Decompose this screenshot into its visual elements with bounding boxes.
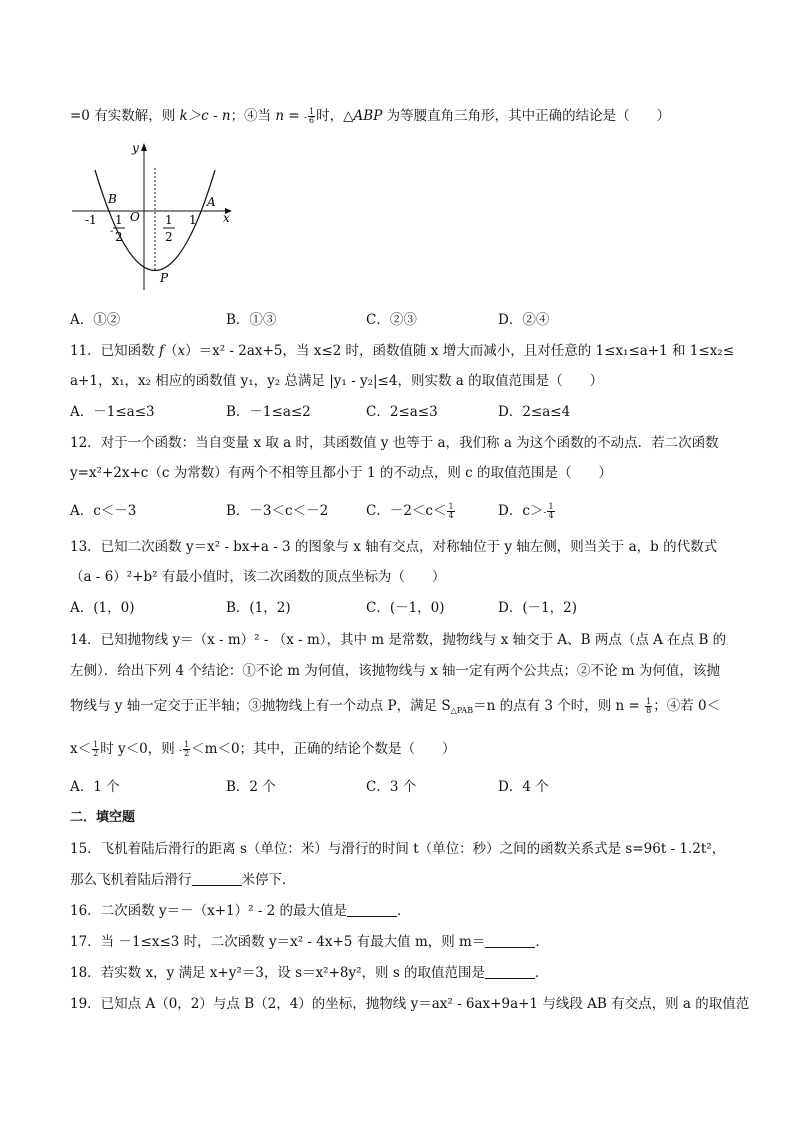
q16-line bbox=[70, 902, 411, 920]
q10-option-a: A．①② bbox=[70, 312, 121, 328]
point-b-label: B bbox=[108, 192, 117, 206]
q10-minus: - bbox=[208, 108, 222, 124]
q10-frac-sign: - bbox=[304, 113, 308, 123]
q12-option-b: B．－3＜c＜－2 bbox=[226, 503, 329, 519]
q11-option-b: B．－1≤a≤2 bbox=[226, 404, 311, 420]
q11-option-d: D．2≤a≤4 bbox=[498, 404, 571, 420]
q15-text-a: 那么飞机着陆后滑行 bbox=[70, 872, 192, 888]
q16-answer-blank bbox=[347, 904, 397, 917]
q11-text-b: （ bbox=[163, 343, 178, 359]
q14-line-4 bbox=[70, 740, 456, 760]
q12-option-c-text: C．－2＜c＜ bbox=[366, 503, 447, 519]
q11-x: x bbox=[177, 343, 186, 359]
q14-line3-a: 物线与 y 轴一定交于正半轴；③抛物线上有一个动点 P，满足 S bbox=[70, 698, 451, 714]
q15-answer-blank bbox=[192, 873, 242, 886]
q14-line4-f2-den: 2 bbox=[184, 749, 190, 758]
q12-option-c bbox=[366, 502, 456, 520]
q14-line4-f2-num: 1 bbox=[184, 740, 190, 749]
point-a-label: A bbox=[207, 195, 216, 209]
q14-line4-f1-den: 2 bbox=[93, 749, 99, 758]
q18-text: 18．若实数 x，y 满足 x+y²＝3，设 s＝x²+8y²，则 s 的取值范围是 bbox=[70, 965, 486, 981]
q10-frac-den: 6 bbox=[309, 116, 315, 125]
section-fill-in-heading: 二．填空题 bbox=[70, 810, 136, 825]
q14-line-3 bbox=[70, 697, 720, 715]
q10-k-gt-c: k＞c bbox=[179, 108, 209, 124]
q12-line-2: y=x²+2x+c（c 为常数）有两个不相等且都小于 1 的不动点，则 c 的取值范围是（ ） bbox=[70, 465, 613, 481]
q17-line bbox=[70, 933, 549, 951]
q12-d-sign: - bbox=[543, 508, 547, 518]
q11-line-2: a+1，x₁，x₂ 相应的函数值 y₁，y₂ 总满足 |y₁ - y₂|≤4，则实数 a 的取值范围是（ ） bbox=[70, 373, 604, 389]
q17-period: ． bbox=[535, 934, 549, 950]
q14-line4-f1-num: 1 bbox=[93, 740, 99, 749]
q19-line-1: 19．已知点 A（0，2）与点 B（2，4）的坐标，抛物线 y＝ax² - 6ax+9a+1 与线段 AB 有交点，则 a 的取值范 bbox=[70, 996, 750, 1012]
q14-option-a: A．1 个 bbox=[70, 779, 120, 795]
q14-line3-frac bbox=[645, 698, 652, 715]
q12-c-frac-den: 4 bbox=[448, 511, 454, 520]
q13-line-2: （a - 6）²+b² 有最小值时，该二次函数的顶点坐标为（ ） bbox=[70, 569, 446, 585]
q10-text-5: 时，△ bbox=[316, 108, 354, 124]
q17-text: 17．当 －1≤x≤3 时，二次函数 y＝x² - 4x+5 有最大值 m，则 m＝ bbox=[70, 934, 486, 950]
q11-text-a: 11．已知函数 bbox=[70, 343, 159, 359]
neg-half-sign: - bbox=[110, 226, 114, 237]
q12-c-frac bbox=[447, 503, 454, 520]
q15-line-2 bbox=[70, 871, 296, 889]
q11-text-d: ，当 x≤2 时，函数值随 x 增大而减小，且对任意的 1≤x₁≤a+1 和 1≤x₂≤ bbox=[282, 343, 735, 359]
q11-line-1 bbox=[70, 342, 734, 360]
q13-option-d: D．(－1，2) bbox=[498, 600, 578, 616]
y-axis-arrow bbox=[141, 143, 147, 151]
parabola-graph bbox=[68, 140, 238, 300]
q14-line4-c: ＜m＜0；其中，正确的结论个数是（ ） bbox=[191, 741, 456, 757]
q14-line3-frac-num: 1 bbox=[646, 697, 652, 706]
q18-answer-blank bbox=[485, 966, 535, 979]
q14-line-2: 左侧）．给出下列 4 个结论：①不论 m 为何值，该抛物线与 x 轴一定有两个公共点；②不论 m 为何值，该抛 bbox=[70, 663, 720, 679]
q13-option-a: A．(1，0) bbox=[70, 600, 135, 616]
q14-option-c: C．3 个 bbox=[366, 779, 417, 795]
q18-line bbox=[70, 964, 549, 982]
q12-d-frac-den: 4 bbox=[548, 511, 554, 520]
q10-frac-num: 1 bbox=[309, 107, 315, 116]
q11-expr: x² - 2ax+5 bbox=[212, 343, 283, 359]
q10-fraction bbox=[308, 108, 315, 125]
tick-neg1: -1 bbox=[85, 213, 97, 227]
q10-option-c: C．②③ bbox=[366, 312, 417, 328]
q10-text-3: ；④当 bbox=[230, 108, 276, 124]
q16-text: 16．二次函数 y＝－（x+1）² - 2 的最大值是 bbox=[70, 903, 348, 919]
q11-option-a: A．－1≤a≤3 bbox=[70, 404, 155, 420]
x-label: x bbox=[223, 211, 230, 225]
q15-line-1: 15．飞机着陆后滑行的距离 s（单位：米）与滑行的时间 t（单位：秒）之间的函数关系式是 s=96t - 1.2t²， bbox=[70, 841, 726, 857]
q15-text-b: 米停下． bbox=[241, 872, 296, 888]
neg-half-den: 2 bbox=[115, 230, 123, 244]
q14-line4-sign: - bbox=[179, 746, 183, 756]
q14-line4-frac1 bbox=[92, 741, 99, 758]
q14-line3-b: ＝n 的点有 3 个时，则 n = bbox=[473, 698, 645, 714]
q13-option-b: B．(1，2) bbox=[226, 600, 291, 616]
q14-option-d: D．4 个 bbox=[498, 779, 549, 795]
point-p-label: P bbox=[160, 271, 169, 285]
q12-line-1: 12．对于一个函数：当自变量 x 取 a 时，其函数值 y 也等于 a，我们称 a 为这个函数的不动点．若二次函数 bbox=[70, 435, 719, 451]
q14-option-b: B．2 个 bbox=[226, 779, 276, 795]
q12-c-frac-num: 1 bbox=[448, 502, 454, 511]
half-den: 2 bbox=[165, 230, 173, 244]
q13-line-1: 13．已知二次函数 y＝x² - bx+a - 3 的图象与 x 轴有交点，对称轴位于 y 轴左侧，则当关于 a，b 的代数式 bbox=[70, 539, 718, 555]
q14-line3-frac-den: 8 bbox=[646, 706, 652, 715]
q12-option-d bbox=[498, 502, 556, 522]
q11-text-c: ）＝ bbox=[185, 343, 213, 359]
q11-f: f bbox=[158, 343, 164, 359]
q14-line-1: 14．已知抛物线 y＝（x - m）² - （x - m），其中 m 是常数，抛物线与 x 轴交于 A、B 两点（点 A 在点 B 的 bbox=[70, 632, 727, 648]
q10-abp: ABP bbox=[353, 108, 383, 124]
q14-line3-sub: △PAB bbox=[450, 706, 474, 715]
q18-period: ． bbox=[535, 965, 549, 981]
q10-text-1: =0 有实数解，则 bbox=[70, 108, 180, 124]
y-label: y bbox=[132, 141, 139, 155]
q12-option-d-text: D．c＞ bbox=[498, 503, 544, 519]
q10-n2: n bbox=[275, 108, 285, 124]
q12-option-a: A．c＜－3 bbox=[70, 503, 137, 519]
q14-line3-c: ；④若 0＜ bbox=[653, 698, 721, 714]
q17-answer-blank bbox=[485, 935, 535, 948]
q12-d-frac-num: 1 bbox=[548, 502, 554, 511]
q14-line4-b: 时 y＜0，则 bbox=[100, 741, 180, 757]
q10-option-d: D．②④ bbox=[498, 312, 550, 328]
tick-1: 1 bbox=[189, 213, 197, 227]
q10-text-6: 为等腰直角三角形，其中正确的结论是（ ） bbox=[382, 108, 671, 124]
q10-n: n bbox=[221, 108, 231, 124]
q16-period: ． bbox=[397, 903, 411, 919]
q12-d-frac bbox=[547, 503, 554, 520]
q13-option-c: C．(－1，0) bbox=[366, 600, 445, 616]
q14-line4-a: x＜ bbox=[70, 741, 92, 757]
q11-option-c: C．2≤a≤3 bbox=[366, 404, 438, 420]
origin-label: O bbox=[130, 210, 140, 224]
half-num: 1 bbox=[165, 213, 173, 227]
q10-option-b: B．①③ bbox=[226, 312, 277, 328]
q10-eq: = bbox=[284, 108, 304, 124]
q10-tail-line bbox=[70, 107, 670, 127]
q14-line4-frac2 bbox=[183, 741, 190, 758]
neg-half-num: 1 bbox=[115, 213, 123, 227]
